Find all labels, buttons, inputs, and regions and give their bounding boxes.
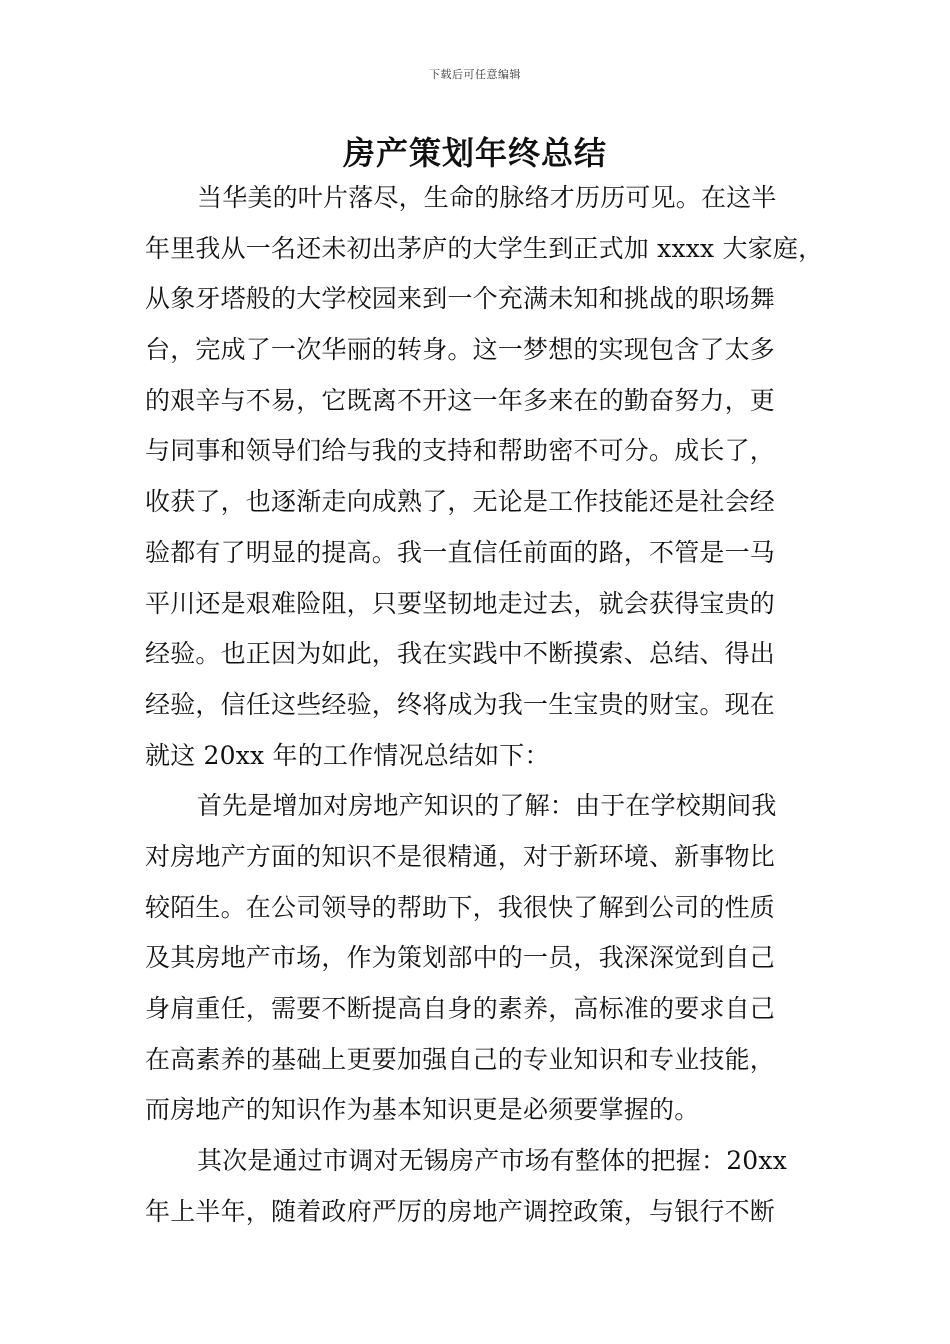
text-line: 而房地产的知识作为基本知识更是必须要掌握的。 [145,1095,700,1125]
document-title: 房产策划年终总结 [342,134,607,172]
text-line: 从象牙塔般的大学校园来到一个充满未知和挑战的职场舞 [145,284,776,314]
text-line: 经验，信任这些经验，终将成为我一生宝贵的财宝。现在 [145,689,776,719]
text-line: 对房地产方面的知识不是很精通，对于新环境、新事物比 [145,841,776,871]
header-note: 下载后可任意编辑 [429,68,521,81]
text-line: 就这 20xx 年的工作情况总结如下： [145,740,550,770]
text-line: 当华美的叶片落尽，生命的脉络才历历可见。在这半 [197,183,777,212]
text-line: 年里我从一名还未初出茅庐的大学生到正式加 xxxx 大家庭， [145,233,824,263]
text-line: 的艰辛与不易，它既离不开这一年多来在的勤奋努力，更 [145,385,776,415]
text-line: 首先是增加对房地产知识的了解：由于在学校期间我 [197,791,777,821]
text-line: 与同事和领导们给与我的支持和帮助密不可分。成长了， [145,436,776,466]
text-line: 在高素养的基础上更要加强自己的专业知识和专业技能， [145,1044,776,1074]
text-line: 身肩重任，需要不断提高自身的素养，高标准的要求自己 [145,994,776,1023]
text-line: 验都有了明显的提高。我一直信任前面的路，不管是一马 [145,537,776,567]
text-line: 经验。也正因为如此，我在实践中不断摸索、总结、得出 [145,639,776,669]
text-line: 较陌生。在公司领导的帮助下，我很快了解到公司的性质 [145,892,776,922]
text-line: 年上半年，随着政府严厉的房地产调控政策，与银行不断 [145,1196,776,1226]
text-line: 及其房地产市场，作为策划部中的一员，我深深觉到自己 [145,943,776,973]
text-line: 平川还是艰难险阻，只要坚韧地走过去，就会获得宝贵的 [145,588,776,618]
text-line: 台，完成了一次华丽的转身。这一梦想的实现包含了太多 [145,335,776,365]
text-line: 其次是通过市调对无锡房产市场有整体的把握：20xx [197,1146,788,1176]
body-text [145,173,824,1237]
text-line: 收获了，也逐渐走向成熟了，无论是工作技能还是社会经 [145,487,776,517]
